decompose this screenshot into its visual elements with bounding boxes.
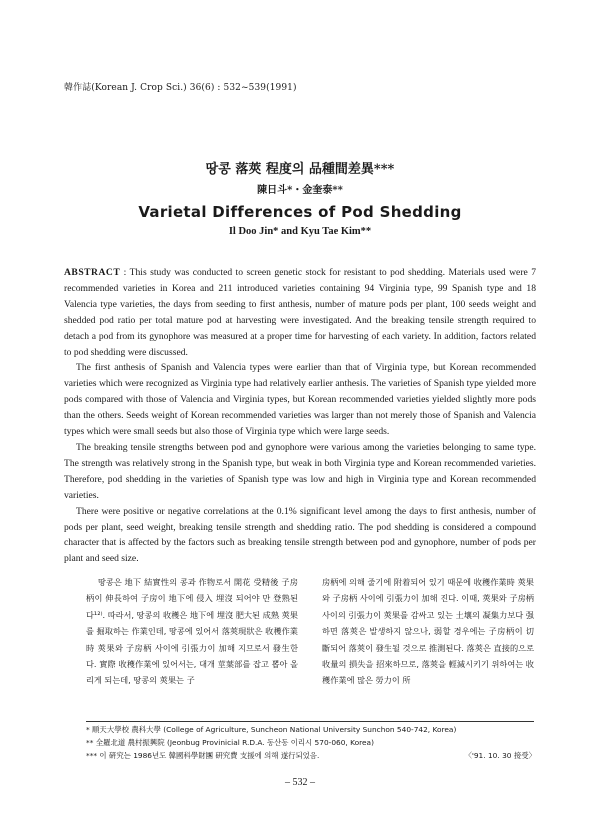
received-date: 〈'91. 10. 30 接受〉	[464, 751, 536, 760]
body-column-right	[322, 574, 534, 689]
abstract-paragraph-2: The first anthesis of Spanish and Valencia types were earlier than that of Virginia type, but Korean recommended varieties which were recognized as Virginia type had relatively earlier anthesis. The varieties of Spanish type yielded more pods compared with those of Valencia and Virginia types, but Korean recommended varieties yielded slightly more pods than the others. Seeds weight of Korean recommended varieties was larger than not merely those of Spanish and Valencia types which were small seeds but also those of Virginia type which were large seeds.	[64, 362, 536, 438]
abstract	[64, 265, 536, 567]
abstract-text-1: This study was conducted to screen genetic stock for resistant to pod shedding. Materials used were 7 recommended varieties in Korea and 211 introduced varieties containing 94 Virginia type, 99 Spanish type and 18 Valencia type varieties, the days from seeding to first anthesis, number of mature pods per plant, 100 seeds weight and shedded pod ratio per total mature pod at harvesting were investigated. And the breaking tensile strength required to detach a pod from its gynophore was measured at a proper time for harvesting of each variety. In addition, factors related to pod shedding were discussed.	[64, 267, 537, 358]
body-column-left	[86, 574, 298, 689]
paper-title-english: Varietal Differences of Pod Shedding	[138, 203, 462, 221]
journal-citation: 韓作誌(Korean J. Crop Sci.) 36(6) : 532~539(1991)	[64, 83, 297, 93]
body-text-left: 땅콩은 地下 結實性의 콩과 作物로서 開花 受精後 子房柄이 伸長하여 子房이 地下에 侵入 埋沒 되어야 만 登熟된다¹²⁾. 따라서, 땅콩의 收穫은 地下에 埋沒 肥大된 成熟 莢果를 掘取하는 作業인데, 땅콩에 있어서 落莢現狀은 收穫作業時 莢果와 子房柄 사이에 引張力이 加해 지므로서 發生한다. 實際 收穫作業에 있어서는, 대개 莖葉部를 잡고 뽑아 올리게 되는데, 땅콩의 莢果는 子	[86, 577, 298, 686]
footnote-affiliation-2: ** 全羅北道 農村振興院 (Jeonbug Provinicial R.D.A. 동산동 이리시 570-060, Korea)	[86, 738, 374, 747]
page-number: – 532 –	[285, 777, 315, 788]
body-text-right: 房柄에 의해 줄기에 附着되어 있기 때문에 收穫作業時 莢果와 子房柄 사이에 引張力이 加해 진다. 이때, 莢果와 子房柄 사이의 引張力이 莢果를 감싸고 있는 土壤의 凝集力보다 强하면 落莢은 발생하지 않으나, 弱할 경우에는 子房柄이 切斷되어 落莢이 發生될 것으로 推測된다. 落莢은 直接的으로 收量의 損失을 招來하므로, 落莢을 輕減시키기 위하여는 收穫作業에 많은 勞力이 所	[322, 577, 534, 686]
paper-title-korean: 땅콩 落莢 程度의 品種間差異***	[205, 162, 395, 177]
abstract-paragraph-4: There were positive or negative correlations at the 0.1% significant level among the days to first anthesis, number of pods per plant, seed weight, breaking tensile strength and shedding ratio. The pod shedding is considered a compound character that is affected by the factors such as breaking tensile strength between pod and gynophore, number of pods per plant and seed size.	[64, 505, 536, 565]
footnote-funding: *** 이 硏究는 1986년도 韓國科學財團 硏究費 支援에 의해 遂行되었음.	[86, 751, 320, 760]
footnote-funding-row	[86, 749, 536, 762]
abstract-label: ABSTRACT	[64, 267, 121, 278]
abstract-label-separator: :	[120, 267, 130, 278]
authors-korean: 陳日斗*・金奎泰**	[257, 185, 343, 196]
footnote-affiliation-1: * 順天大學校 農科大學 (College of Agriculture, Suncheon National University Sunchon 540-742, Korea)	[86, 725, 457, 734]
footnote-divider	[86, 721, 534, 722]
abstract-paragraph-1	[64, 265, 536, 360]
abstract-paragraph-3: The breaking tensile strengths between pod and gynophore were various among the varieties belonging to same type. The strength was relatively strong in the Spanish type, but weak in both Virginia type and Korean recommended varieties. Therefore, pod shedding in the varieties of Spanish type was low and high in Virginia type and Korean recommended varieties.	[64, 441, 536, 501]
footnotes	[86, 723, 536, 762]
authors-english: Il Doo Jin* and Kyu Tae Kim**	[228, 226, 372, 237]
